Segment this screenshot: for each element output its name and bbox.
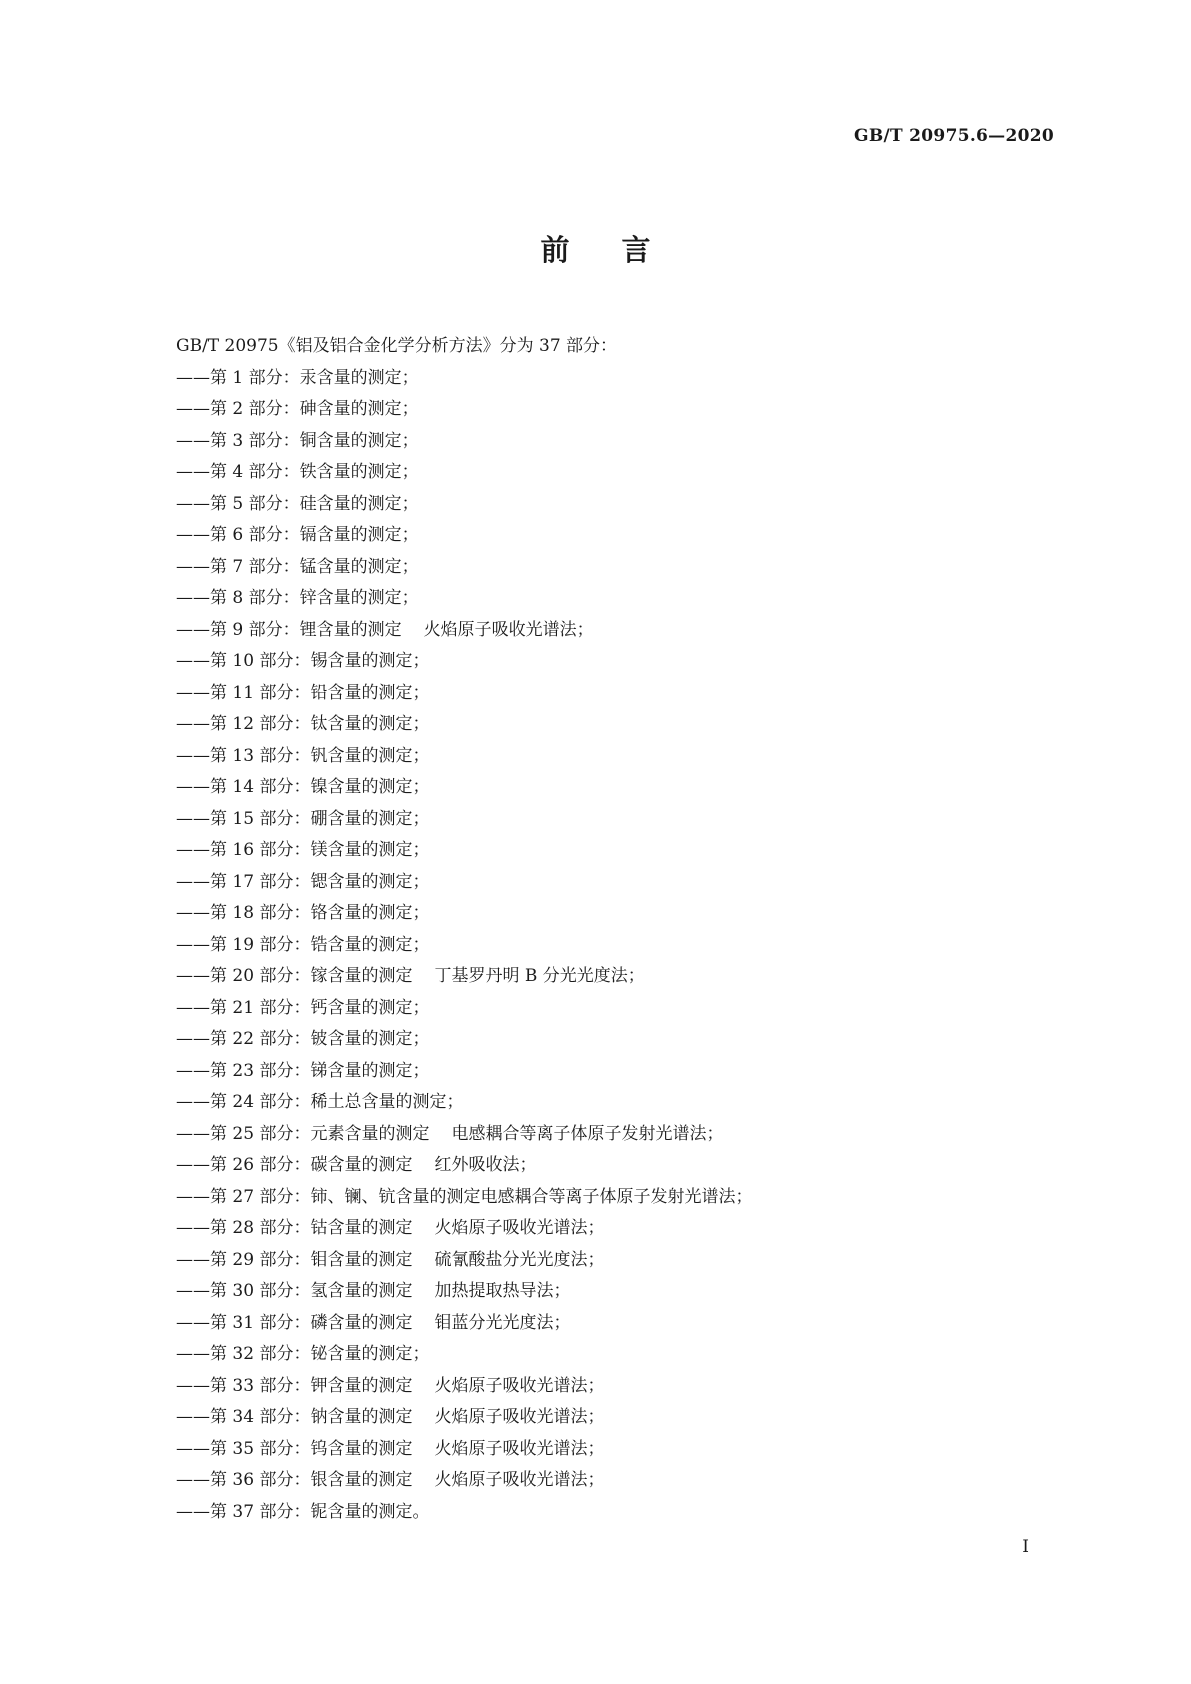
list-item xyxy=(176,1182,1056,1214)
part-title: ——第 25 部分：元素含量的测定 xyxy=(176,1123,430,1144)
part-title: ——第 36 部分：银含量的测定 xyxy=(176,1470,413,1490)
part-title: ——第 1 部分：汞含量的测定； xyxy=(176,367,419,388)
list-item xyxy=(176,1276,1056,1308)
part-method: 硫氰酸盐分光光度法； xyxy=(434,1249,605,1270)
part-title: ——第 18 部分：铬含量的测定； xyxy=(176,903,430,923)
list-item xyxy=(176,930,1056,962)
list-item xyxy=(176,1497,1056,1529)
list-item xyxy=(176,678,1056,710)
list-item xyxy=(176,1402,1056,1434)
list-item xyxy=(176,583,1056,615)
part-method: 火焰原子吸收光谱法； xyxy=(434,1407,605,1427)
part-title: ——第 23 部分：锑含量的测定； xyxy=(176,1060,430,1081)
list-item xyxy=(176,1465,1056,1497)
part-title: ——第 26 部分：碳含量的测定 xyxy=(176,1155,413,1175)
list-item xyxy=(176,1308,1056,1340)
part-method: 钼蓝分光光度法； xyxy=(434,1312,571,1333)
part-title: ——第 5 部分：硅含量的测定； xyxy=(176,493,419,514)
list-item xyxy=(176,898,1056,930)
list-item xyxy=(176,741,1056,773)
part-title: ——第 6 部分：镉含量的测定； xyxy=(176,525,419,545)
list-item xyxy=(176,520,1056,552)
list-item xyxy=(176,646,1056,678)
list-item xyxy=(176,1087,1056,1119)
part-title: ——第 17 部分：锶含量的测定； xyxy=(176,871,430,892)
list-item xyxy=(176,804,1056,836)
part-title: ——第 2 部分：砷含量的测定； xyxy=(176,399,419,419)
list-item xyxy=(176,1434,1056,1466)
list-item xyxy=(176,1371,1056,1403)
list-item xyxy=(176,1213,1056,1245)
part-title: ——第 31 部分：磷含量的测定 xyxy=(176,1312,413,1333)
parts-list xyxy=(176,363,1056,1529)
list-item xyxy=(176,1150,1056,1182)
part-title: ——第 7 部分：锰含量的测定； xyxy=(176,556,419,577)
part-title: ——第 33 部分：钾含量的测定 xyxy=(176,1375,413,1396)
part-title: ——第 24 部分：稀土总含量的测定； xyxy=(176,1092,464,1112)
list-item xyxy=(176,1245,1056,1277)
part-method: 丁基罗丹明 B 分光光度法； xyxy=(434,966,645,986)
part-method: 电感耦合等离子体原子发射光谱法； xyxy=(451,1123,724,1144)
list-item xyxy=(176,993,1056,1025)
page-number: I xyxy=(1022,1537,1029,1557)
part-method: 红外吸收法； xyxy=(434,1155,537,1175)
part-title: ——第 8 部分：锌含量的测定； xyxy=(176,588,419,608)
part-title: ——第 9 部分：锂含量的测定 xyxy=(176,619,402,640)
part-method: 火焰原子吸收光谱法； xyxy=(434,1438,605,1459)
part-title: ——第 10 部分：锡含量的测定； xyxy=(176,651,430,671)
part-title: ——第 3 部分：铜含量的测定； xyxy=(176,430,419,451)
list-item xyxy=(176,1056,1056,1088)
list-item xyxy=(176,552,1056,584)
part-title: ——第 13 部分：钒含量的测定； xyxy=(176,745,430,766)
part-method: 火焰原子吸收光谱法； xyxy=(434,1218,605,1238)
list-item xyxy=(176,615,1056,647)
list-item xyxy=(176,1119,1056,1151)
list-item xyxy=(176,772,1056,804)
part-title: ——第 16 部分：镁含量的测定； xyxy=(176,840,430,860)
list-item xyxy=(176,1339,1056,1371)
part-title: ——第 14 部分：镍含量的测定； xyxy=(176,777,430,797)
list-item xyxy=(176,457,1056,489)
part-title: ——第 20 部分：镓含量的测定 xyxy=(176,966,413,986)
part-title: ——第 28 部分：钴含量的测定 xyxy=(176,1218,413,1238)
part-title: ——第 27 部分：铈、镧、钪含量的测定电感耦合等离子体原子发射光谱法； xyxy=(176,1186,753,1207)
list-item xyxy=(176,394,1056,426)
intro-paragraph: GB/T 20975《铝及铝合金化学分析方法》分为 37 部分： xyxy=(176,336,618,356)
part-method: 火焰原子吸收光谱法； xyxy=(434,1375,605,1396)
list-item xyxy=(176,709,1056,741)
part-title: ——第 19 部分：锆含量的测定； xyxy=(176,934,430,955)
part-title: ——第 4 部分：铁含量的测定； xyxy=(176,462,419,482)
list-item xyxy=(176,835,1056,867)
list-item xyxy=(176,961,1056,993)
part-title: ——第 15 部分：硼含量的测定； xyxy=(176,808,430,829)
part-title: ——第 29 部分：钼含量的测定 xyxy=(176,1249,413,1270)
standard-code: GB/T 20975.6—2020 xyxy=(854,126,1054,146)
part-title: ——第 22 部分：铍含量的测定； xyxy=(176,1029,430,1049)
foreword-body xyxy=(176,331,1056,1528)
page-title: 前言 xyxy=(540,233,703,267)
part-method: 火焰原子吸收光谱法； xyxy=(434,1470,605,1490)
part-title: ——第 11 部分：铅含量的测定； xyxy=(176,682,430,703)
part-method: 火焰原子吸收光谱法； xyxy=(423,619,594,640)
part-title: ——第 12 部分：钛含量的测定； xyxy=(176,714,430,734)
part-title: ——第 37 部分：铌含量的测定。 xyxy=(176,1501,430,1522)
part-title: ——第 30 部分：氢含量的测定 xyxy=(176,1281,413,1301)
list-item xyxy=(176,867,1056,899)
list-item xyxy=(176,489,1056,521)
list-item xyxy=(176,363,1056,395)
part-title: ——第 21 部分：钙含量的测定； xyxy=(176,997,430,1018)
part-title: ——第 32 部分：铋含量的测定； xyxy=(176,1344,430,1364)
list-item xyxy=(176,1024,1056,1056)
part-title: ——第 34 部分：钠含量的测定 xyxy=(176,1407,413,1427)
list-item xyxy=(176,426,1056,458)
part-title: ——第 35 部分：钨含量的测定 xyxy=(176,1438,413,1459)
part-method: 加热提取热导法； xyxy=(434,1281,571,1301)
